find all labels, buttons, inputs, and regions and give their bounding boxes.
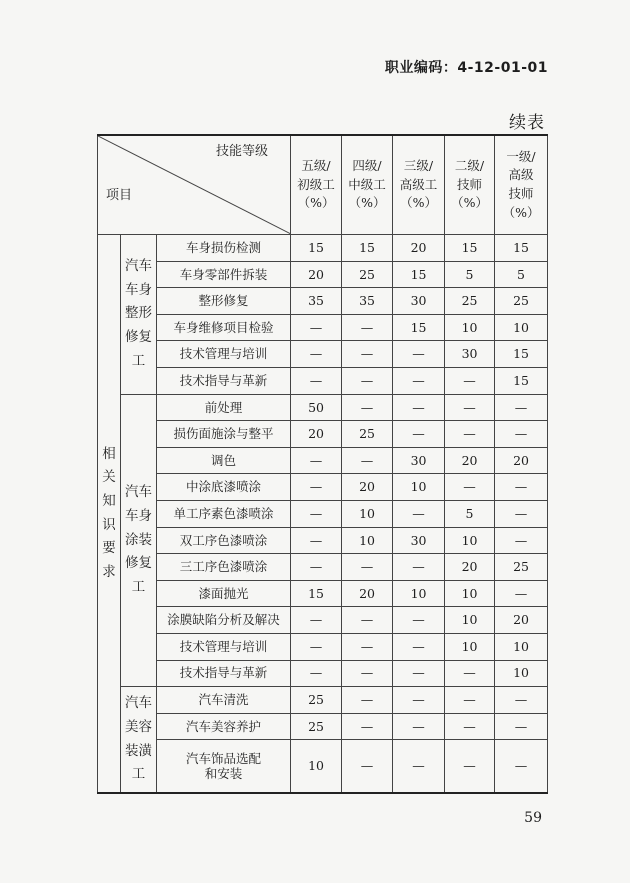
table-row <box>98 633 548 660</box>
item-cell: 调色 <box>157 447 291 474</box>
weight-cell: — <box>445 474 495 501</box>
weight-cell: — <box>495 713 548 740</box>
item-cell: 技术管理与培训 <box>157 633 291 660</box>
item-cell: 漆面抛光 <box>157 580 291 607</box>
item-cell: 整形修复 <box>157 288 291 315</box>
weight-cell: — <box>393 394 445 421</box>
weight-cell: 20 <box>393 235 445 262</box>
item-cell: 技术指导与革新 <box>157 660 291 687</box>
level-header-line: （%） <box>400 195 437 211</box>
item-cell: 汽车美容养护 <box>157 713 291 740</box>
table-row <box>98 660 548 687</box>
weight-cell: — <box>291 474 342 501</box>
table-row <box>98 580 548 607</box>
occupation-cell-char: 工 <box>131 578 146 595</box>
item-cell: 损伤面施涂与整平 <box>157 421 291 448</box>
weight-cell: — <box>495 500 548 527</box>
item-cell: 技术指导与革新 <box>157 367 291 394</box>
level-header-line: 高级 <box>508 167 534 183</box>
weight-cell: 20 <box>495 607 548 634</box>
weight-cell: — <box>393 341 445 368</box>
weight-cell: — <box>342 367 393 394</box>
weight-cell: 15 <box>495 341 548 368</box>
weight-cell: 25 <box>495 554 548 581</box>
corner-cell <box>98 135 291 235</box>
weight-cell: 35 <box>291 288 342 315</box>
occupation-cell-char: 修复 <box>125 329 152 346</box>
weight-cell: 25 <box>342 261 393 288</box>
table-row <box>98 740 548 794</box>
weight-cell: 25 <box>495 288 548 315</box>
level-header-line: （%） <box>297 195 335 211</box>
weight-cell: — <box>291 447 342 474</box>
item-cell: 车身损伤检测 <box>157 235 291 262</box>
weight-cell: 10 <box>393 580 445 607</box>
weight-cell: — <box>291 607 342 634</box>
weight-cell: 10 <box>495 633 548 660</box>
table-row <box>98 367 548 394</box>
occupation-cell-char: 汽车 <box>125 258 152 275</box>
weight-cell: 25 <box>291 713 342 740</box>
level-header-line: （%） <box>451 195 488 211</box>
weight-cell: 10 <box>445 607 495 634</box>
weight-cell: 25 <box>342 421 393 448</box>
weight-cell: — <box>495 394 548 421</box>
weight-cell: 10 <box>291 740 342 794</box>
weight-cell: 5 <box>495 261 548 288</box>
table-row <box>98 314 548 341</box>
item-cell: 车身零部件拆装 <box>157 261 291 288</box>
weight-cell: — <box>445 660 495 687</box>
item-cell: 双工序色漆喷涂 <box>157 527 291 554</box>
table-row <box>98 421 548 448</box>
weight-cell: — <box>445 687 495 714</box>
table-row <box>98 288 548 315</box>
table-row <box>98 554 548 581</box>
weight-cell: 20 <box>291 421 342 448</box>
level-header <box>495 135 548 235</box>
weight-cell: — <box>291 527 342 554</box>
weight-cell: — <box>495 527 548 554</box>
category-cell-char: 相 <box>102 445 116 462</box>
weight-cell: 5 <box>445 261 495 288</box>
item-label: 项目 <box>106 187 133 203</box>
weight-cell: — <box>495 687 548 714</box>
weight-cell: — <box>393 500 445 527</box>
item-cell: 单工序素色漆喷涂 <box>157 500 291 527</box>
occupation-cell <box>121 687 157 794</box>
weight-cell: — <box>342 394 393 421</box>
weight-cell: — <box>291 554 342 581</box>
level-header-line: 技师 <box>457 176 483 192</box>
weight-cell: — <box>393 740 445 794</box>
weight-cell: — <box>342 554 393 581</box>
occupation-cell <box>121 394 157 687</box>
skill-weight-table <box>97 134 548 794</box>
weight-cell: 15 <box>291 235 342 262</box>
weight-cell: 10 <box>393 474 445 501</box>
occupation-cell-char: 装潢 <box>125 742 152 759</box>
weight-cell: 10 <box>495 660 548 687</box>
weight-cell: — <box>495 580 548 607</box>
occupation-cell-char: 汽车 <box>125 695 152 712</box>
category-cell-char: 知 <box>102 493 116 510</box>
occupation-cell-char: 车身 <box>125 281 152 298</box>
table-row <box>98 447 548 474</box>
weight-cell: 30 <box>393 527 445 554</box>
table-row <box>98 394 548 421</box>
weight-cell: — <box>291 633 342 660</box>
weight-cell: — <box>342 607 393 634</box>
weight-cell: — <box>393 633 445 660</box>
weight-cell: — <box>393 367 445 394</box>
level-header-line: 二级/ <box>454 157 485 173</box>
weight-cell: — <box>393 554 445 581</box>
weight-cell: — <box>291 367 342 394</box>
weight-cell: 15 <box>393 314 445 341</box>
weight-cell: — <box>342 447 393 474</box>
weight-cell: — <box>342 341 393 368</box>
weight-cell: — <box>291 341 342 368</box>
weight-cell: — <box>342 740 393 794</box>
weight-cell: 25 <box>445 288 495 315</box>
table-row <box>98 500 548 527</box>
occupation-cell-char: 涂装 <box>125 531 152 548</box>
weight-cell: 20 <box>495 447 548 474</box>
weight-cell: — <box>342 713 393 740</box>
level-header <box>393 135 445 235</box>
weight-cell: 30 <box>445 341 495 368</box>
category-cell-char: 要 <box>102 540 116 557</box>
weight-cell: 20 <box>342 474 393 501</box>
item-cell: 三工序色漆喷涂 <box>157 554 291 581</box>
weight-cell: — <box>495 474 548 501</box>
level-header-line: 五级/ <box>301 157 331 173</box>
item-cell: 汽车饰品选配 和安装 <box>157 740 291 794</box>
weight-cell: — <box>445 713 495 740</box>
weight-cell: 15 <box>342 235 393 262</box>
table-row <box>98 235 548 262</box>
occupation-cell-char: 修复 <box>125 555 152 572</box>
weight-cell: — <box>445 740 495 794</box>
occupation-cell-char: 汽车 <box>125 484 152 501</box>
table-row <box>98 713 548 740</box>
item-cell: 前处理 <box>157 394 291 421</box>
occupation-cell-char: 美容 <box>125 719 152 736</box>
level-header-line: （%） <box>348 195 386 211</box>
weight-cell: — <box>291 500 342 527</box>
weight-cell: — <box>445 421 495 448</box>
header-row <box>98 135 548 235</box>
item-cell: 技术管理与培训 <box>157 341 291 368</box>
weight-cell: 15 <box>445 235 495 262</box>
occupation-cell-char: 车身 <box>125 507 152 524</box>
weight-cell: 10 <box>495 314 548 341</box>
weight-cell: — <box>393 421 445 448</box>
page-number: 59 <box>524 810 542 826</box>
category-cell-char: 识 <box>102 516 116 533</box>
item-cell: 车身维修项目检验 <box>157 314 291 341</box>
weight-cell: 20 <box>291 261 342 288</box>
weight-cell: 20 <box>445 554 495 581</box>
weight-cell: 20 <box>342 580 393 607</box>
skill-level-label: 技能等级 <box>216 144 269 159</box>
level-header-line: 四级/ <box>352 157 382 173</box>
weight-cell: 35 <box>342 288 393 315</box>
weight-cell: 15 <box>393 261 445 288</box>
weight-cell: — <box>495 740 548 794</box>
weight-cell: — <box>393 660 445 687</box>
weight-cell: 50 <box>291 394 342 421</box>
weight-cell: 30 <box>393 288 445 315</box>
occupation-cell-char: 工 <box>131 352 146 369</box>
weight-cell: — <box>445 394 495 421</box>
weight-cell: 15 <box>291 580 342 607</box>
weight-cell: — <box>342 687 393 714</box>
occupation-cell <box>121 235 157 395</box>
level-header-line: 技师 <box>508 186 534 201</box>
table-row <box>98 607 548 634</box>
weight-cell: 10 <box>445 527 495 554</box>
weight-cell: — <box>495 421 548 448</box>
weight-cell: 10 <box>445 580 495 607</box>
weight-cell: — <box>291 314 342 341</box>
category-cell-char: 关 <box>102 469 116 486</box>
item-cell: 汽车清洗 <box>157 687 291 714</box>
table-row <box>98 474 548 501</box>
table-row <box>98 261 548 288</box>
level-header <box>342 135 393 235</box>
level-header-line: 初级工 <box>297 176 335 192</box>
weight-cell: 30 <box>393 447 445 474</box>
item-cell: 涂膜缺陷分析及解决 <box>157 607 291 634</box>
level-header <box>291 135 342 235</box>
weight-cell: — <box>291 660 342 687</box>
item-cell: 中涂底漆喷涂 <box>157 474 291 501</box>
category-cell-char: 求 <box>102 563 116 580</box>
table-row <box>98 527 548 554</box>
level-header-line: 三级/ <box>403 157 434 173</box>
weight-cell: 10 <box>445 314 495 341</box>
weight-cell: 15 <box>495 235 548 262</box>
category-cell <box>98 235 121 794</box>
level-header-line: 中级工 <box>348 176 386 192</box>
level-header-line: 高级工 <box>399 176 438 192</box>
weight-cell: — <box>342 314 393 341</box>
weight-cell: 10 <box>342 500 393 527</box>
occupation-code: 职业编码：4-12-01-01 <box>384 60 548 76</box>
level-header-line: 一级/ <box>506 148 536 164</box>
weight-cell: — <box>445 367 495 394</box>
table-row <box>98 687 548 714</box>
weight-cell: 25 <box>291 687 342 714</box>
weight-cell: — <box>342 633 393 660</box>
table-row <box>98 341 548 368</box>
level-header <box>445 135 495 235</box>
weight-cell: — <box>393 687 445 714</box>
weight-cell: 20 <box>445 447 495 474</box>
occupation-cell-char: 整形 <box>125 305 152 322</box>
level-header-line: （%） <box>502 204 540 220</box>
weight-cell: 15 <box>495 367 548 394</box>
occupation-cell-char: 工 <box>131 766 146 783</box>
weight-cell: — <box>393 713 445 740</box>
weight-cell: 10 <box>342 527 393 554</box>
weight-cell: 10 <box>445 633 495 660</box>
weight-cell: — <box>393 607 445 634</box>
weight-cell: 5 <box>445 500 495 527</box>
weight-cell: — <box>342 660 393 687</box>
continued-label: 续表 <box>509 113 545 133</box>
